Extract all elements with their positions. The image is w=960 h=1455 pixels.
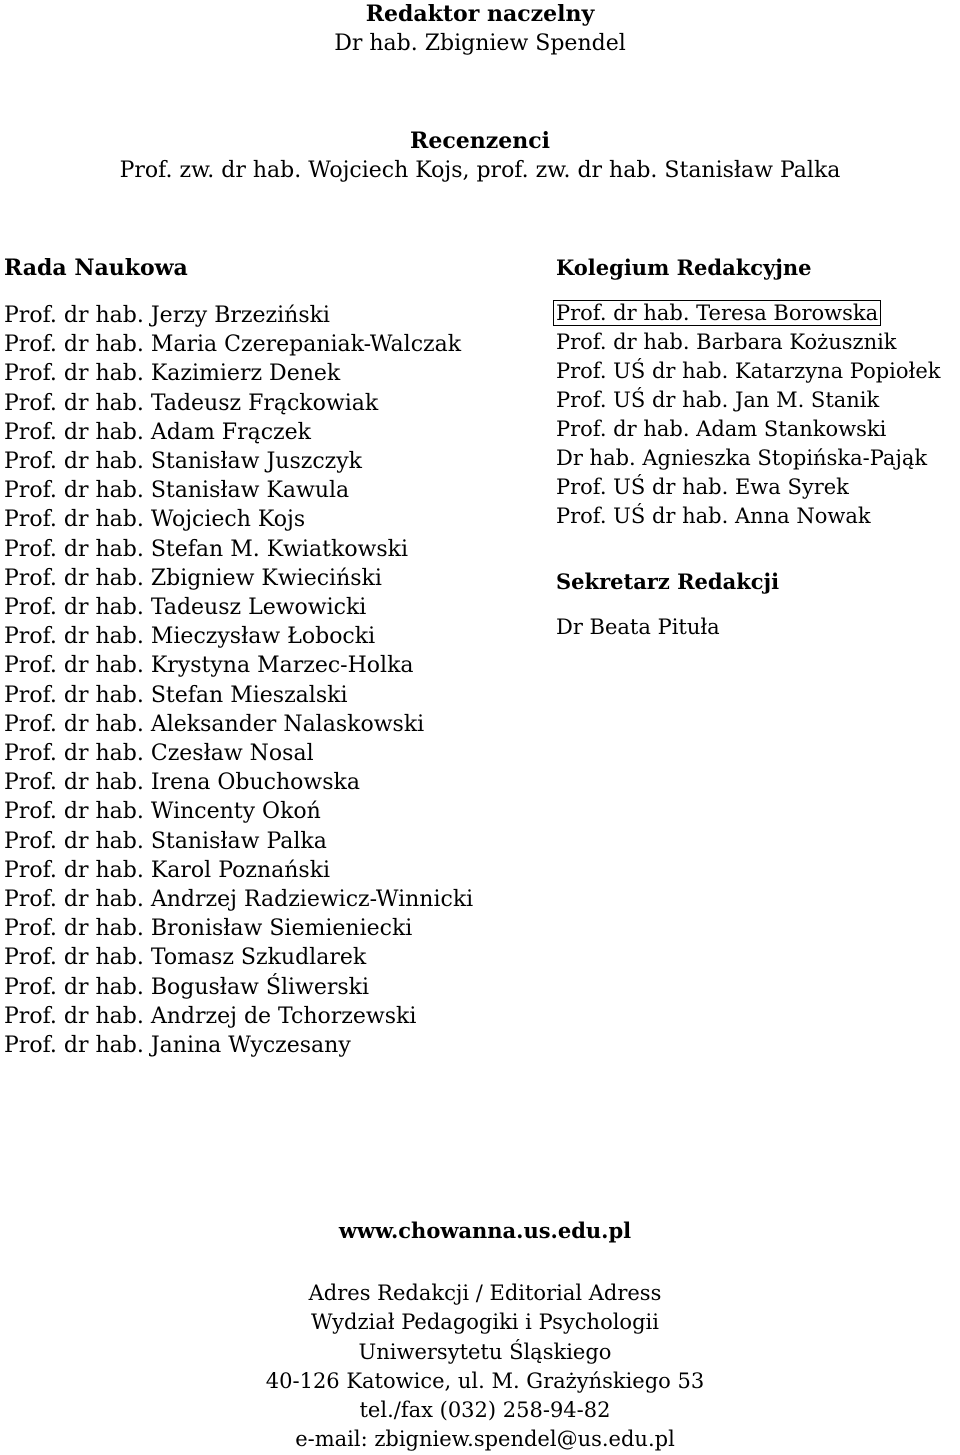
board-heading: Kolegium Redakcyjne (556, 255, 812, 280)
council-member: Prof. dr hab. Tadeusz Frąckowiak (4, 390, 379, 416)
council-member: Prof. dr hab. Bronisław Siemieniecki (4, 916, 413, 942)
board-member: Prof. dr hab. Adam Stankowski (556, 417, 887, 441)
council-member: Prof. dr hab. Andrzej Radziewicz-Winnicki (4, 887, 474, 913)
reviewers-names: Prof. zw. dr hab. Wojciech Kojs, prof. zw. dr hab. Stanisław Palka (119, 158, 841, 183)
reviewers-heading: Recenzenci (410, 128, 550, 154)
council-member: Prof. dr hab. Wincenty Okoń (4, 799, 321, 825)
address-title: Adres Redakcji / Editorial Adress (308, 1281, 662, 1305)
board-member: Prof. UŚ dr hab. Anna Nowak (556, 504, 871, 528)
board-member-list (556, 299, 960, 531)
council-member: Prof. dr hab. Irena Obuchowska (4, 770, 360, 796)
editorial-secretary-block (556, 567, 960, 642)
address-faculty: Wydział Pedagogiki i Psychologii (311, 1310, 659, 1335)
council-heading: Rada Naukowa (4, 255, 188, 281)
board-member: Prof. UŚ dr hab. Jan M. Stanik (556, 388, 880, 412)
council-member: Prof. dr hab. Stanisław Kawula (4, 478, 350, 504)
address-street: 40-126 Katowice, ul. M. Grażyńskiego 53 (265, 1368, 705, 1393)
council-member: Prof. dr hab. Czesław Nosal (4, 741, 314, 767)
council-member: Prof. dr hab. Kazimierz Denek (4, 361, 341, 387)
editorial-address-block (0, 1279, 960, 1455)
reviewers-block (0, 127, 960, 185)
board-member: Prof. UŚ dr hab. Ewa Syrek (556, 475, 849, 499)
council-member: Prof. dr hab. Maria Czerepaniak-Walczak (4, 332, 462, 358)
board-member: Prof. UŚ dr hab. Katarzyna Popiołek (556, 359, 941, 383)
editor-name: Dr hab. Zbigniew Spendel (334, 31, 626, 56)
council-member: Prof. dr hab. Aleksander Nalaskowski (4, 711, 425, 737)
council-member: Prof. dr hab. Mieczysław Łobocki (4, 624, 376, 650)
website-block (0, 1216, 960, 1245)
council-member: Prof. dr hab. Janina Wyczesany (4, 1033, 351, 1059)
scientific-council-block (4, 254, 524, 1060)
editor-in-chief-block (0, 0, 960, 58)
council-member: Prof. dr hab. Stefan Mieszalski (4, 682, 348, 708)
council-member-list (4, 301, 524, 1060)
address-email[interactable]: e-mail: zbigniew.spendel@us.edu.pl (295, 1427, 675, 1452)
council-member: Prof. dr hab. Tadeusz Lewowicki (4, 595, 367, 621)
council-member: Prof. dr hab. Krystyna Marzec-Holka (4, 653, 414, 679)
address-phone: tel./fax (032) 258-94-82 (359, 1398, 611, 1423)
council-member: Prof. dr hab. Karol Poznański (4, 857, 331, 883)
secretary-heading: Sekretarz Redakcji (556, 569, 780, 594)
board-member-label: Prof. dr hab. Teresa Borowska (553, 300, 881, 326)
council-member: Prof. dr hab. Jerzy Brzeziński (4, 303, 330, 328)
secretary-name: Dr Beata Pituła (556, 615, 720, 639)
editorial-board-block (556, 253, 960, 531)
council-member: Prof. dr hab. Bogusław Śliwerski (4, 974, 370, 1000)
council-member: Prof. dr hab. Andrzej de Tchorzewski (4, 1003, 417, 1029)
council-member: Prof. dr hab. Adam Frączek (4, 419, 311, 445)
council-member: Prof. dr hab. Stanisław Juszczyk (4, 449, 362, 475)
council-member: Prof. dr hab. Wojciech Kojs (4, 507, 306, 533)
address-university: Uniwersytetu Śląskiego (358, 1339, 612, 1364)
council-member: Prof. dr hab. Stanisław Palka (4, 828, 327, 854)
board-member-highlighted (556, 299, 960, 328)
website-link[interactable]: www.chowanna.us.edu.pl (338, 1218, 632, 1243)
council-member: Prof. dr hab. Stefan M. Kwiatkowski (4, 536, 409, 562)
editor-heading: Redaktor naczelny (365, 1, 595, 27)
board-member: Prof. dr hab. Barbara Kożusznik (556, 330, 897, 354)
council-member: Prof. dr hab. Tomasz Szkudlarek (4, 945, 367, 971)
council-member: Prof. dr hab. Zbigniew Kwieciński (4, 565, 382, 591)
board-member: Dr hab. Agnieszka Stopińska-Pająk (556, 446, 928, 470)
